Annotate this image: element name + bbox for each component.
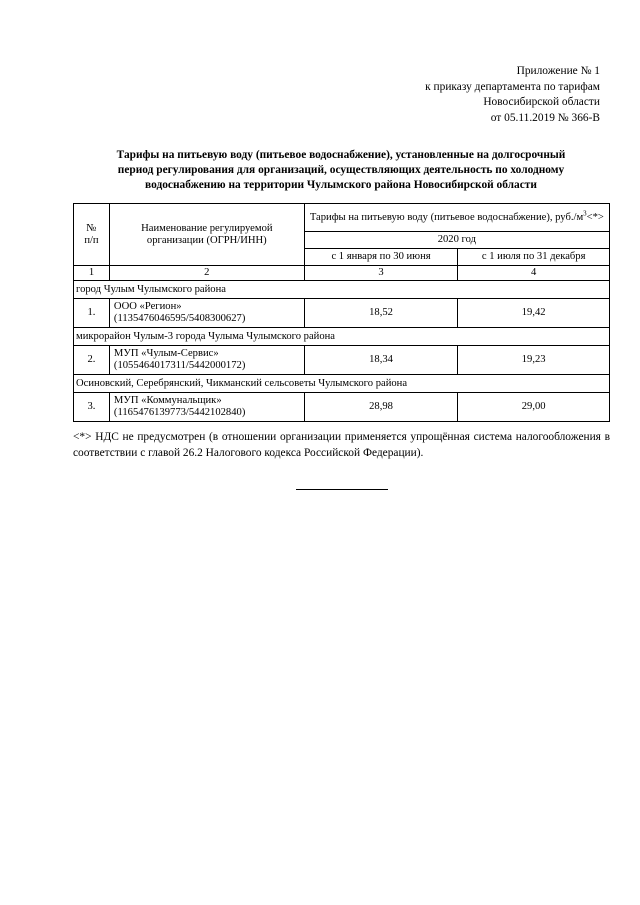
column-numbers-row (74, 266, 610, 281)
order-reference: к приказу департамента по тарифам (425, 80, 600, 93)
document-title (72, 148, 610, 193)
section-row (74, 375, 610, 393)
organization-name: МУП «Коммунальщик» (113, 395, 222, 406)
table-row (74, 299, 610, 328)
tariff-second-half: 29,00 (458, 393, 610, 422)
region-name: Новосибирской области (483, 96, 600, 108)
section-row (74, 281, 610, 299)
organization-ids: (1055464017311/5442000172) (113, 360, 246, 371)
appendix-header (425, 64, 600, 126)
tariff-first-half: 18,52 (304, 299, 458, 328)
order-date: от 05.11.2019 № 366-В (490, 111, 600, 124)
table-row (74, 346, 610, 375)
closing-rule (296, 489, 388, 490)
organization-name: ООО «Регион» (113, 301, 182, 312)
organization-cell (109, 393, 304, 422)
organization-cell (109, 299, 304, 328)
organization-ids: (1165476139773/5442102840) (113, 407, 246, 418)
section-title: микрорайон Чулым-3 города Чулыма Чулымского района (74, 328, 610, 346)
column-number: 4 (458, 266, 610, 281)
organization-ids: (1135476046595/5408300627) (113, 313, 246, 324)
section-title: Осиновский, Серебрянский, Чикманский сельсоветы Чулымского района (74, 375, 610, 393)
tariff-second-half: 19,23 (458, 346, 610, 375)
row-number: 3. (74, 393, 110, 422)
tariff-second-half: 19,42 (458, 299, 610, 328)
period-second-half: с 1 июля по 31 декабря (458, 249, 610, 266)
title-line: период регулирования для организаций, осуществляющих деятельность по холодному (117, 164, 565, 176)
column-number: 3 (304, 266, 458, 281)
row-number: 2. (74, 346, 110, 375)
appendix-number: Приложение № 1 (516, 65, 600, 77)
tariff-first-half: 18,34 (304, 346, 458, 375)
title-line: Тарифы на питьевую воду (питьевое водоснабжение), установленные на долгосрочный (116, 149, 566, 161)
table-header-row (74, 204, 610, 232)
col-number-header: № п/п (74, 204, 110, 266)
section-row (74, 328, 610, 346)
organization-cell (109, 346, 304, 375)
title-line: водоснабжению на территории Чулымского района Новосибирской области (145, 179, 537, 191)
col-organization-header: Наименование регулируемой организации (ОГРН/ИНН) (109, 204, 304, 266)
organization-name: МУП «Чулым-Сервис» (113, 348, 219, 359)
column-number: 2 (109, 266, 304, 281)
table-row (74, 393, 610, 422)
col-tariff-header: Тарифы на питьевую воду (питьевое водоснабжение), $руб./м^3<*>$ (304, 204, 609, 232)
tariff-first-half: 28,98 (304, 393, 458, 422)
tariff-table (73, 203, 610, 422)
period-first-half: с 1 января по 30 июня (304, 249, 458, 266)
column-number: 1 (74, 266, 110, 281)
vat-footnote: <*> НДС не предусмотрен (в отношении организации применяется упрощённая система налогообложения в соответствии с главой 26.2 Налогового кодекса Российской Федерации). (73, 431, 610, 459)
section-title: город Чулым Чулымского района (74, 281, 610, 299)
row-number: 1. (74, 299, 110, 328)
year-header: 2020 год (304, 232, 609, 249)
